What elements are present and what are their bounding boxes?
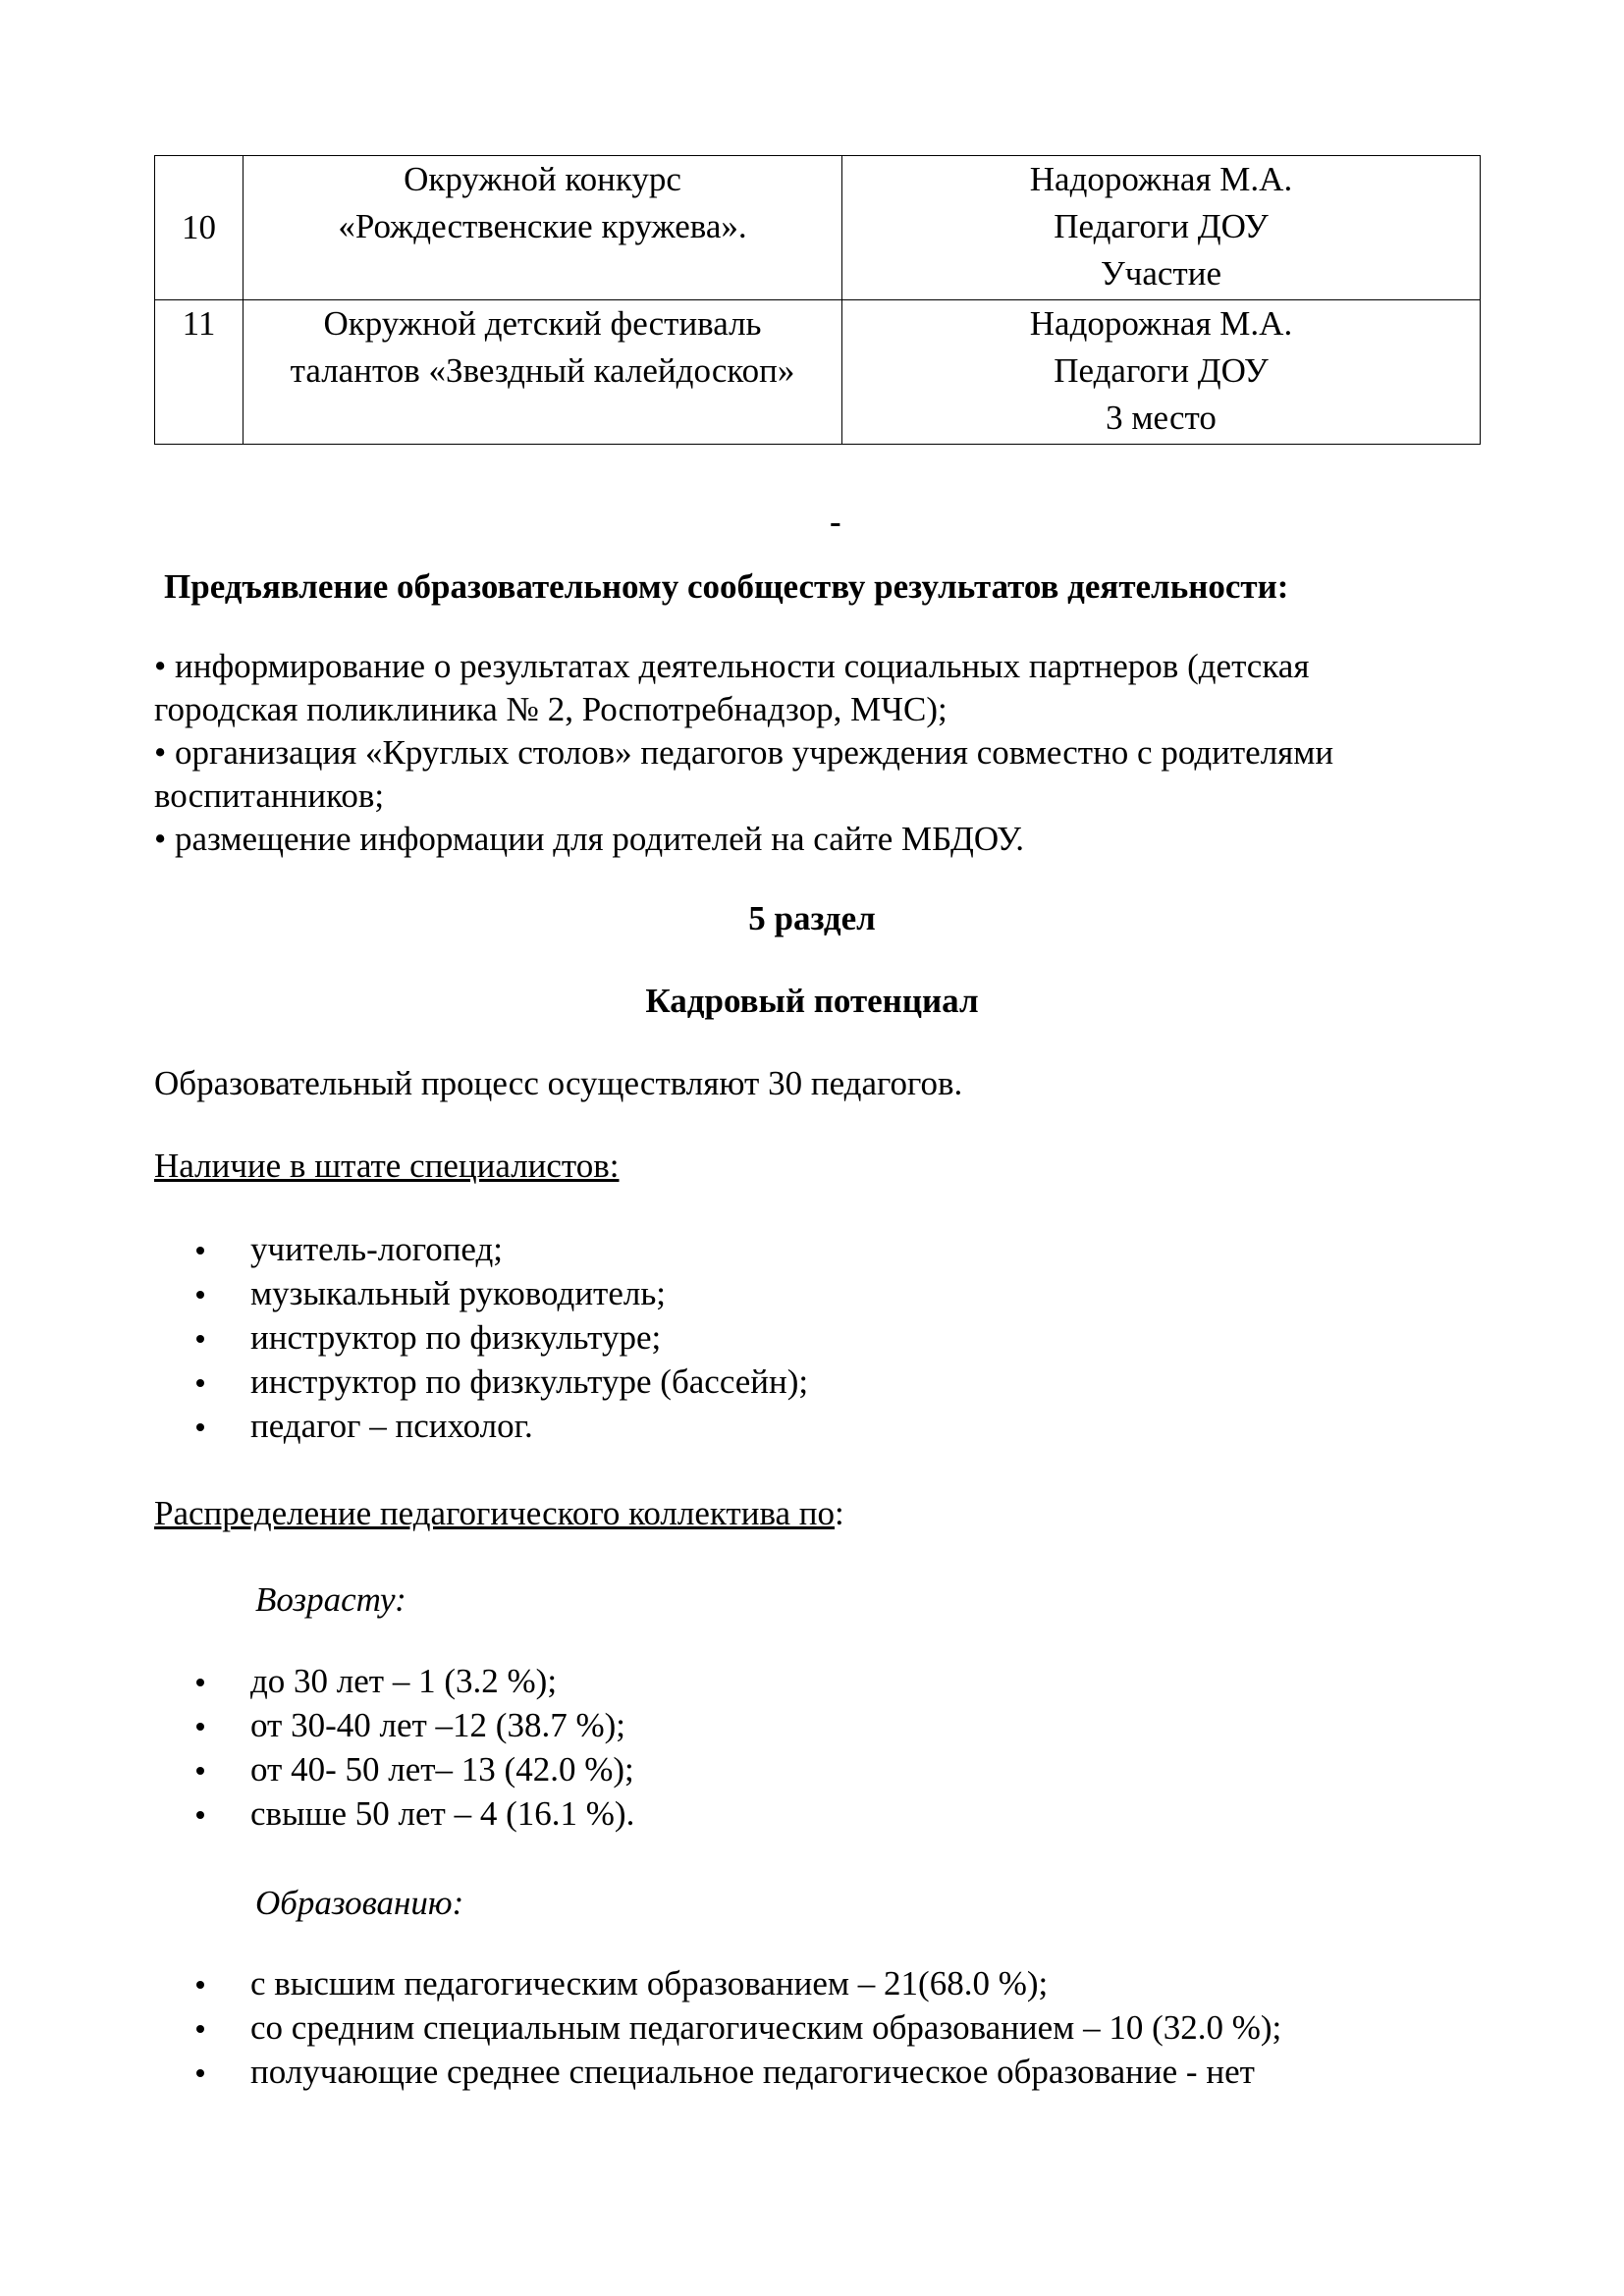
section-number: 5 раздел (748, 899, 876, 937)
result-line: Педагоги ДОУ (1054, 207, 1269, 245)
event-cell (244, 156, 842, 300)
bullet-icon (196, 1291, 204, 1299)
list-item: получающие среднее специальное педагогическое образование - нет (196, 2050, 1281, 2094)
presentation-line: городская поликлиника № 2, Роспотребнадзор, МЧС); (154, 690, 947, 728)
age-label: Возрасту: (255, 1580, 406, 1619)
result-line: 3 место (1106, 399, 1217, 437)
list-item: музыкальный руководитель; (196, 1271, 808, 1315)
separator-dash: - (830, 503, 841, 541)
presentation-line: • размещение информации для родителей на сайте МБДОУ. (154, 820, 1024, 858)
row-number: 10 (155, 156, 244, 300)
bullet-icon (196, 1423, 204, 1431)
bullet-icon (196, 1723, 204, 1731)
list-item: до 30 лет – 1 (3.2 %); (196, 1659, 634, 1703)
bullet-icon (196, 1981, 204, 1989)
presentation-line: • информирование о результатах деятельности социальных партнеров (детская (154, 647, 1310, 685)
bullet-icon (196, 1679, 204, 1686)
bullet-icon (196, 1767, 204, 1775)
list-item: учитель-логопед; (196, 1227, 808, 1271)
result-line: Участие (1100, 254, 1221, 293)
event-line: талантов «Звездный калейдоскоп» (290, 351, 795, 390)
bullet-icon (196, 1811, 204, 1819)
education-list (196, 1961, 1281, 2094)
distribution-heading-text: Распределение педагогического коллектива по (154, 1494, 836, 1532)
result-line: Надорожная М.А. (1029, 160, 1293, 198)
list-item: от 40- 50 лет– 13 (42.0 %); (196, 1747, 634, 1791)
list-item: от 30-40 лет –12 (38.7 %); (196, 1703, 634, 1747)
list-item: с высшим педагогическим образованием – 21(68.0 %); (196, 1961, 1281, 2005)
distribution-heading (154, 1490, 844, 1537)
result-cell (842, 300, 1481, 445)
awards-table (154, 155, 1481, 445)
bullet-icon (196, 1335, 204, 1343)
event-line: «Рождественские кружева». (338, 207, 747, 245)
list-item: инструктор по физкультуре; (196, 1315, 808, 1360)
section-title: Кадровый потенциал (645, 982, 979, 1020)
specialists-list (196, 1227, 808, 1448)
event-line: Окружной конкурс (404, 160, 681, 198)
staff-count-text: Образовательный процесс осуществляют 30 педагогов. (154, 1064, 963, 1102)
row-number: 11 (155, 300, 244, 445)
result-line: Надорожная М.А. (1029, 304, 1293, 343)
bullet-icon (196, 2025, 204, 2033)
result-line: Педагоги ДОУ (1054, 351, 1269, 390)
result-cell (842, 156, 1481, 300)
list-item: педагог – психолог. (196, 1404, 808, 1448)
list-item: инструктор по физкультуре (бассейн); (196, 1360, 808, 1404)
age-list (196, 1659, 634, 1836)
event-line: Окружной детский фестиваль (323, 304, 762, 343)
presentation-heading: Предъявление образовательному сообществу результатов деятельности: (164, 567, 1289, 606)
bullet-icon (196, 2069, 204, 2077)
distribution-heading-colon: : (835, 1494, 844, 1532)
education-label: Образованию: (255, 1884, 464, 1922)
list-item: свыше 50 лет – 4 (16.1 %). (196, 1791, 634, 1836)
presentation-line: воспитанников; (154, 776, 385, 815)
specialists-heading: Наличие в штате специалистов: (154, 1147, 620, 1185)
bullet-icon (196, 1379, 204, 1387)
table-row (155, 300, 1481, 445)
event-cell (244, 300, 842, 445)
list-item: со средним специальным педагогическим образованием – 10 (32.0 %); (196, 2005, 1281, 2050)
presentation-line: • организация «Круглых столов» педагогов учреждения совместно с родителями (154, 733, 1334, 772)
bullet-icon (196, 1247, 204, 1255)
table-row (155, 156, 1481, 300)
